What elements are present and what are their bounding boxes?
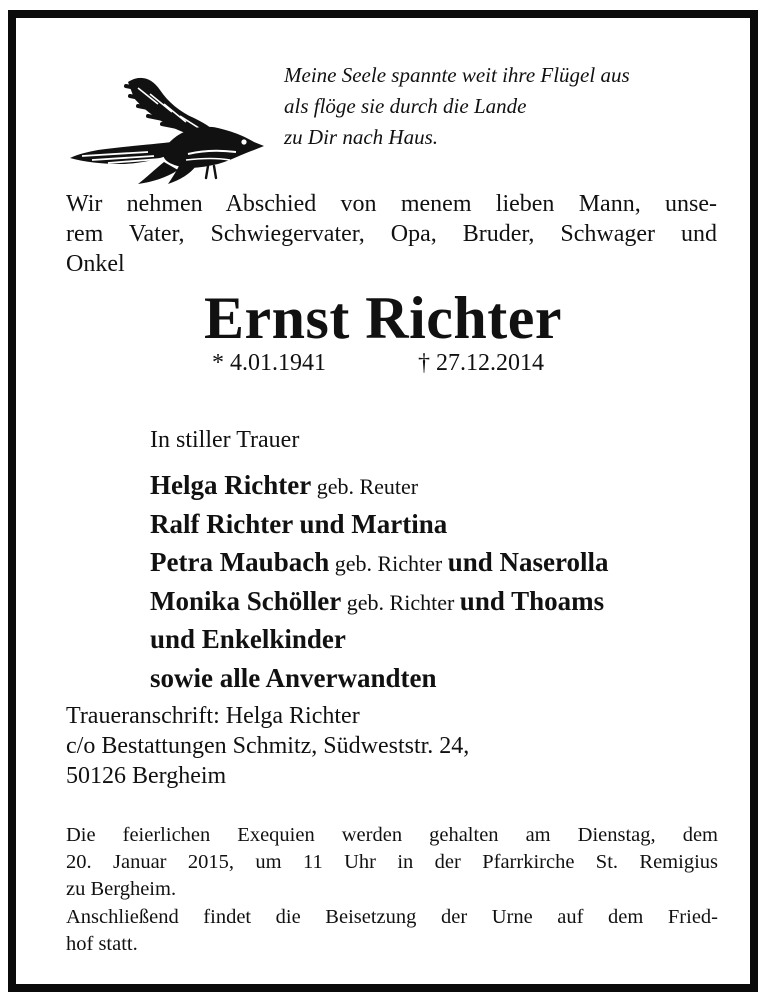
notice-line: Anschließend findet die Beisetzung der Urne auf dem Fried- — [66, 905, 718, 928]
mourner-note: geb. Richter — [329, 551, 448, 576]
obituary-content — [16, 18, 750, 984]
mourner-row — [150, 467, 730, 506]
mourner-note: geb. Richter — [341, 589, 460, 615]
mourner-row — [150, 621, 730, 660]
mourner-name: sowie alle Anverwandten — [150, 662, 437, 693]
mourner-row — [150, 544, 730, 583]
dove-icon — [68, 60, 264, 186]
mourning-intro: In stiller Trauer — [150, 427, 300, 453]
poem-line: als flöge sie durch die Lande — [284, 94, 527, 118]
mourners-list — [150, 467, 730, 698]
farewell-line: rem Vater, Schwiegervater, Opa, Bruder, Schwager und — [66, 221, 717, 247]
mourner-row — [150, 506, 730, 545]
notice-line: 20. Januar 2015, um 11 Uhr in der Pfarrkirche St. Remigius — [66, 851, 718, 874]
funeral-notice — [66, 822, 718, 958]
deceased-name: Ernst Richter — [203, 285, 563, 351]
farewell-line: Wir nehmen Abschied von menem lieben Mann, unse- — [66, 191, 717, 217]
poem-line: Meine Seele spannte weit ihre Flügel aus — [284, 63, 630, 87]
address-line: Traueranschrift: Helga Richter — [66, 703, 360, 729]
birth-date: * 4.01.1941 — [212, 350, 326, 376]
farewell-text — [66, 189, 717, 279]
poem-verse — [284, 60, 724, 153]
mourner-row — [150, 660, 730, 699]
farewell-line: Onkel — [66, 251, 125, 277]
poem-line: zu Dir nach Haus. — [284, 125, 439, 149]
mourning-address — [66, 701, 469, 791]
mourner-partner: und Thoams — [459, 585, 605, 616]
notice-line: hof statt. — [66, 932, 138, 955]
address-line: 50126 Bergheim — [66, 763, 227, 789]
mourner-name: und Enkelkinder — [150, 624, 346, 654]
death-date: † 27.12.2014 — [418, 350, 544, 376]
mourner-partner: und Naserolla — [447, 547, 609, 577]
notice-line: Die feierlichen Exequien werden gehalten am Dienstag, dem — [66, 824, 718, 846]
obituary-frame — [8, 10, 758, 992]
notice-line: zu Bergheim. — [66, 878, 177, 901]
mourner-name: Ralf Richter und Martina — [150, 508, 448, 539]
mourner-row — [150, 583, 730, 622]
address-line: c/o Bestattungen Schmitz, Südweststr. 24, — [66, 733, 470, 759]
mourner-note: geb. Reuter — [311, 474, 419, 499]
mourner-name: Monika Schöller — [150, 585, 342, 616]
mourner-name: Helga Richter — [150, 470, 312, 500]
mourner-name: Petra Maubach — [150, 547, 330, 577]
